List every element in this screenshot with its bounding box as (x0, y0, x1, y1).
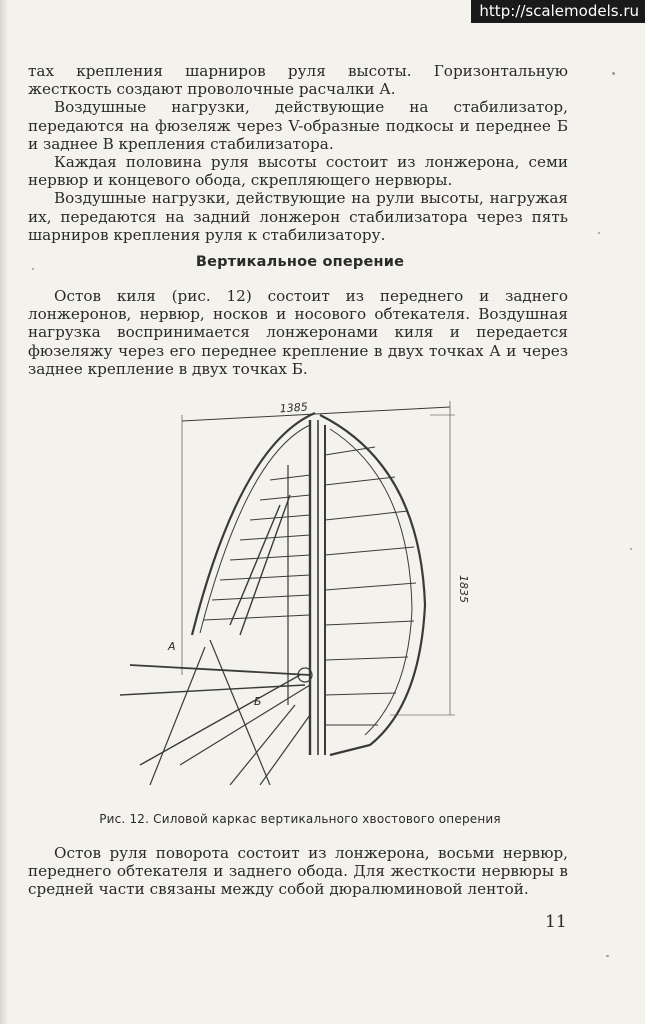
scan-speck (606, 955, 609, 957)
watermark[interactable]: http://scalemodels.ru (471, 0, 645, 23)
page-number: 11 (545, 912, 567, 932)
scan-speck (598, 232, 600, 234)
scan-speck (32, 268, 34, 270)
scan-speck (630, 548, 632, 550)
paragraph: Остов руля поворота состоит из лонжерона, восьми нервюр, переднего обтекателя и заднего обода. Для жесткости нервюры в средней части связаны между собой дюралюминовой лентой. (28, 844, 568, 899)
top-text-block (28, 62, 568, 244)
paragraph: тах крепления шарниров руля высоты. Горизонтальную жесткость создают проволочные расчалки А. (28, 62, 568, 99)
dimension-line-width (182, 407, 450, 421)
paragraph: Воздушные нагрузки, действующие на стабилизатор, передаются на фюзеляж через V-образные подкосы и переднее Б и заднее В крепления стабилизатора. (28, 98, 568, 153)
dimension-height-label: 1835 (457, 575, 470, 603)
figure-caption: Рис. 12. Силовой каркас вертикального хвостового оперения (99, 812, 501, 826)
paragraph: Остов киля (рис. 12) состоит из переднего и заднего лонжеронов, нервюр, носков и носового обтекателя. Воздушная нагрузка воспринимается лонжеронами киля и передается фюзеляжу через его переднее крепление в двух точках А и через заднее крепление в двух точках Б. (28, 287, 568, 378)
fin-leading-edge (192, 413, 315, 635)
scan-speck (612, 72, 615, 75)
point-a-label: А (168, 640, 176, 653)
paragraph: Воздушные нагрузки, действующие на рули высоты, нагружая их, передаются на задний лонжерон стабилизатора через пять шарниров крепления руля к стабилизатору. (28, 189, 568, 244)
dimension-width-label: 1385 (279, 400, 309, 416)
rudder-outline (320, 415, 425, 755)
point-b-label: Б (254, 695, 262, 708)
page-edge-shadow (0, 0, 8, 1024)
tail-frame-figure (120, 385, 480, 785)
mid-text-block (28, 287, 568, 378)
bottom-text-block (28, 844, 568, 899)
paragraph: Каждая половина руля высоты состоит из лонжерона, семи нервюр и концевого обода, скрепляющего нервюры. (28, 153, 568, 190)
fuselage-longeron (130, 665, 310, 675)
section-heading: Вертикальное оперение (195, 254, 405, 270)
